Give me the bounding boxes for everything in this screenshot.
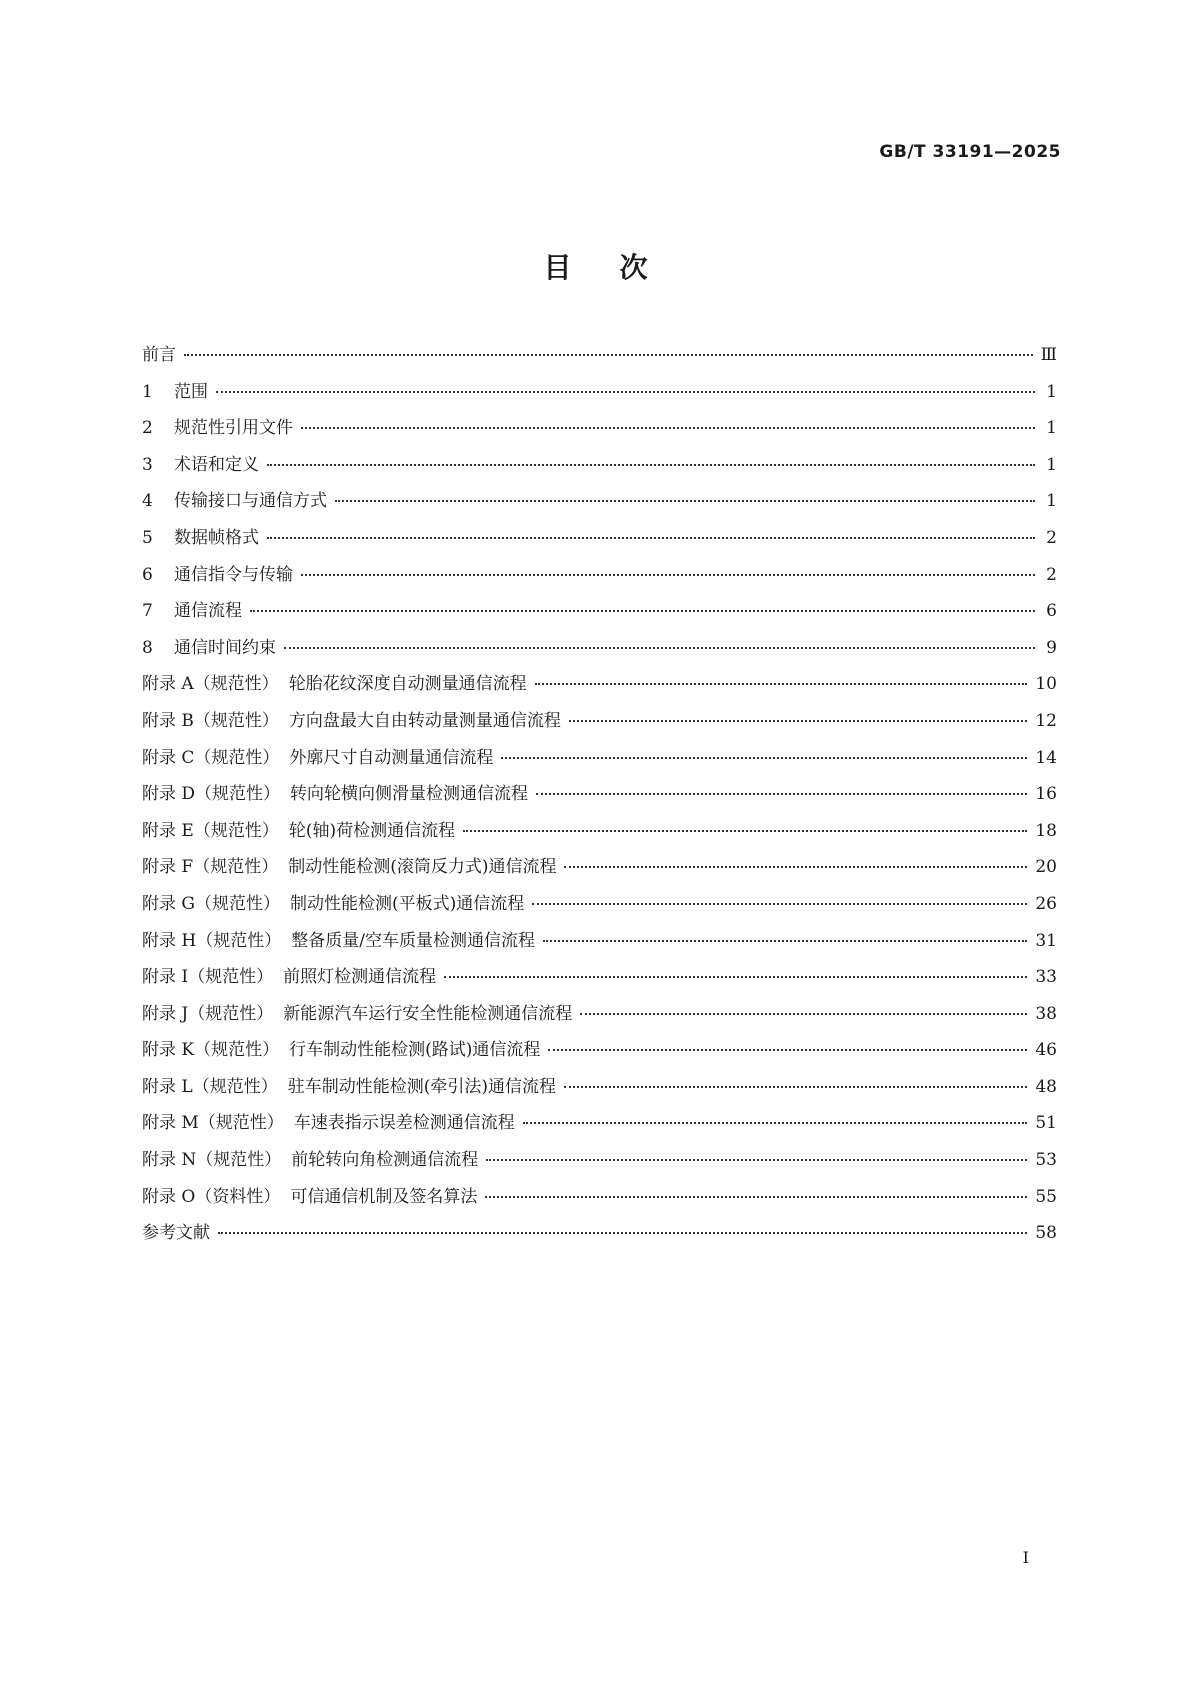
toc-entry-title: 术语和定义 bbox=[174, 454, 259, 475]
toc-entry-annex-label: 附录 K（规范性） bbox=[142, 1040, 280, 1061]
dot-leader bbox=[301, 573, 1035, 576]
toc-entry-page: 53 bbox=[1035, 1150, 1057, 1171]
toc-entry-annex-label: 附录 F（规范性） bbox=[142, 857, 279, 878]
toc-entry-title: 新能源汽车运行安全性能检测通信流程 bbox=[283, 1003, 573, 1024]
toc-entry[interactable] bbox=[142, 413, 1057, 450]
toc-entry-title: 范围 bbox=[174, 381, 208, 402]
toc-entry-title: 前轮转向角检测通信流程 bbox=[291, 1150, 479, 1171]
toc-entry-annex-label: 附录 O（资料性） bbox=[142, 1186, 281, 1207]
toc-entry-number: 6 bbox=[142, 564, 153, 585]
toc-entry-page: 26 bbox=[1035, 893, 1057, 914]
dot-leader bbox=[532, 902, 1027, 905]
toc-entry-page: 51 bbox=[1035, 1113, 1057, 1134]
table-of-contents bbox=[142, 340, 1057, 1255]
dot-leader bbox=[184, 353, 1033, 356]
toc-entry-number: 1 bbox=[142, 381, 153, 402]
dot-leader bbox=[501, 756, 1027, 759]
dot-leader bbox=[543, 939, 1027, 942]
toc-entry[interactable] bbox=[142, 1182, 1057, 1219]
toc-entry-title: 方向盘最大自由转动量测量通信流程 bbox=[288, 710, 561, 731]
dot-leader bbox=[444, 975, 1027, 978]
toc-entry-annex-label: 附录 B（规范性） bbox=[142, 710, 279, 731]
toc-entry[interactable] bbox=[142, 962, 1057, 999]
toc-entry-title: 外廓尺寸自动测量通信流程 bbox=[289, 747, 494, 768]
dot-leader bbox=[267, 536, 1035, 539]
toc-entry-title: 前照灯检测通信流程 bbox=[283, 967, 437, 988]
toc-entry-page: 55 bbox=[1035, 1186, 1057, 1207]
toc-entry[interactable] bbox=[142, 889, 1057, 926]
dot-leader bbox=[335, 499, 1035, 502]
dot-leader bbox=[284, 646, 1035, 649]
toc-entry[interactable] bbox=[142, 1218, 1057, 1255]
toc-entry-title: 通信流程 bbox=[174, 601, 242, 622]
toc-entry[interactable] bbox=[142, 377, 1057, 414]
toc-entry-title: 轮(轴)荷检测通信流程 bbox=[288, 820, 456, 841]
toc-entry-page: 20 bbox=[1035, 857, 1057, 878]
toc-entry[interactable] bbox=[142, 486, 1057, 523]
toc-entry-page: 18 bbox=[1035, 820, 1057, 841]
toc-entry-title: 规范性引用文件 bbox=[174, 418, 293, 439]
toc-entry-annex-label: 附录 I（规范性） bbox=[142, 967, 274, 988]
toc-entry-title: 行车制动性能检测(路试)通信流程 bbox=[289, 1040, 541, 1061]
dot-leader bbox=[301, 426, 1035, 429]
toc-entry-annex-label: 附录 A（规范性） bbox=[142, 674, 279, 695]
dot-leader bbox=[218, 1231, 1027, 1234]
dot-leader bbox=[485, 1195, 1027, 1198]
dot-leader bbox=[569, 719, 1027, 722]
toc-entry-page: 1 bbox=[1046, 491, 1057, 512]
toc-entry-page: 58 bbox=[1035, 1223, 1057, 1244]
dot-leader bbox=[536, 792, 1027, 795]
toc-entry-annex-label: 附录 G（规范性） bbox=[142, 893, 280, 914]
toc-entry-title: 转向轮横向侧滑量检测通信流程 bbox=[290, 784, 529, 805]
toc-entry-annex-label: 附录 L（规范性） bbox=[142, 1076, 278, 1097]
page-title: 目次 bbox=[543, 251, 696, 284]
toc-entry-annex-label: 附录 D（规范性） bbox=[142, 784, 281, 805]
toc-entry-page: 16 bbox=[1035, 784, 1057, 805]
toc-entry-title: 通信指令与传输 bbox=[174, 564, 293, 585]
toc-entry-page: 6 bbox=[1046, 601, 1057, 622]
toc-entry-number: 2 bbox=[142, 418, 153, 439]
toc-entry[interactable] bbox=[142, 1035, 1057, 1072]
toc-entry[interactable] bbox=[142, 340, 1057, 377]
toc-entry-number: 4 bbox=[142, 491, 153, 512]
toc-entry-title: 制动性能检测(滚筒反力式)通信流程 bbox=[288, 857, 557, 878]
toc-entry-page: 14 bbox=[1035, 747, 1057, 768]
toc-entry-title: 可信通信机制及签名算法 bbox=[290, 1186, 478, 1207]
dot-leader bbox=[580, 1012, 1027, 1015]
dot-leader bbox=[523, 1121, 1028, 1124]
toc-entry[interactable] bbox=[142, 560, 1057, 597]
toc-entry-title: 轮胎花纹深度自动测量通信流程 bbox=[288, 674, 527, 695]
toc-entry-page: 10 bbox=[1035, 674, 1057, 695]
toc-entry-title: 参考文献 bbox=[142, 1223, 210, 1244]
toc-entry[interactable] bbox=[142, 1108, 1057, 1145]
toc-entry-page: 38 bbox=[1035, 1003, 1057, 1024]
dot-leader bbox=[564, 1085, 1027, 1088]
toc-entry[interactable] bbox=[142, 926, 1057, 963]
toc-entry-number: 5 bbox=[142, 527, 153, 548]
toc-entry-number: 3 bbox=[142, 454, 153, 475]
toc-entry-page: 48 bbox=[1035, 1076, 1057, 1097]
toc-entry-annex-label: 附录 E（规范性） bbox=[142, 820, 279, 841]
toc-entry-title: 驻车制动性能检测(牵引法)通信流程 bbox=[287, 1076, 556, 1097]
toc-entry[interactable] bbox=[142, 816, 1057, 853]
dot-leader bbox=[267, 463, 1035, 466]
dot-leader bbox=[548, 1048, 1027, 1051]
toc-entry-title: 前言 bbox=[142, 345, 176, 365]
dot-leader bbox=[535, 682, 1028, 685]
page-folio: I bbox=[1022, 1548, 1029, 1567]
standard-code: GB/T 33191—2025 bbox=[879, 142, 1061, 162]
toc-entry-number: 7 bbox=[142, 601, 153, 622]
toc-entry-page: 46 bbox=[1035, 1040, 1057, 1061]
toc-entry-page: 1 bbox=[1046, 381, 1057, 402]
toc-entry[interactable] bbox=[142, 633, 1057, 670]
toc-entry[interactable] bbox=[142, 1072, 1057, 1109]
toc-entry-page: Ⅲ bbox=[1040, 345, 1057, 365]
toc-entry[interactable] bbox=[142, 852, 1057, 889]
toc-entry-annex-label: 附录 N（规范性） bbox=[142, 1150, 282, 1171]
dot-leader bbox=[216, 390, 1035, 393]
toc-entry-page: 12 bbox=[1035, 710, 1057, 731]
toc-entry-title: 通信时间约束 bbox=[174, 637, 276, 658]
toc-entry-title: 车速表指示误差检测通信流程 bbox=[293, 1113, 515, 1134]
dot-leader bbox=[463, 829, 1027, 832]
toc-entry[interactable] bbox=[142, 743, 1057, 780]
toc-entry-title: 传输接口与通信方式 bbox=[174, 491, 327, 512]
toc-entry[interactable] bbox=[142, 669, 1057, 706]
toc-entry[interactable] bbox=[142, 706, 1057, 743]
toc-entry-title: 整备质量/空车质量检测通信流程 bbox=[291, 930, 535, 951]
toc-entry-title: 制动性能检测(平板式)通信流程 bbox=[289, 893, 525, 914]
dot-leader bbox=[486, 1158, 1027, 1161]
toc-entry[interactable] bbox=[142, 999, 1057, 1036]
dot-leader bbox=[250, 609, 1035, 612]
toc-entry-page: 2 bbox=[1046, 564, 1057, 585]
toc-entry-annex-label: 附录 J（规范性） bbox=[142, 1003, 274, 1024]
dot-leader bbox=[564, 865, 1027, 868]
toc-entry-annex-label: 附录 M（规范性） bbox=[142, 1113, 284, 1134]
toc-entry-page: 1 bbox=[1046, 418, 1057, 439]
toc-entry-page: 2 bbox=[1046, 527, 1057, 548]
toc-entry-page: 33 bbox=[1035, 967, 1057, 988]
toc-entry-annex-label: 附录 C（规范性） bbox=[142, 747, 280, 768]
toc-entry[interactable] bbox=[142, 1145, 1057, 1182]
toc-entry-title: 数据帧格式 bbox=[174, 527, 259, 548]
toc-entry[interactable] bbox=[142, 779, 1057, 816]
toc-entry[interactable] bbox=[142, 596, 1057, 633]
toc-entry-page: 1 bbox=[1046, 454, 1057, 475]
toc-entry-page: 31 bbox=[1035, 930, 1057, 951]
toc-entry-number: 8 bbox=[142, 637, 153, 658]
toc-entry[interactable] bbox=[142, 450, 1057, 487]
toc-entry[interactable] bbox=[142, 523, 1057, 560]
toc-entry-annex-label: 附录 H（规范性） bbox=[142, 930, 282, 951]
toc-entry-page: 9 bbox=[1046, 637, 1057, 658]
